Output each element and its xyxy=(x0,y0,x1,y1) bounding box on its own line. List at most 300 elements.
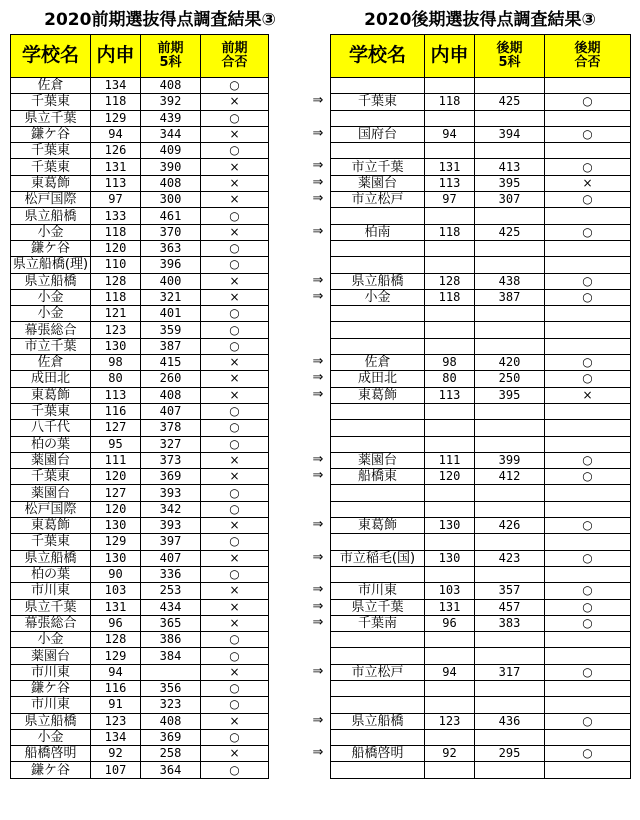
school-cell: 幕張総合 xyxy=(11,615,91,631)
naishin-cell xyxy=(425,143,475,159)
school-cell: 県立船橋 xyxy=(11,550,91,566)
score-cell: 369 xyxy=(141,469,201,485)
arrow-icon: ⇒ xyxy=(312,615,324,630)
header-result-line2: 合否 xyxy=(574,55,601,70)
naishin-cell: 127 xyxy=(91,420,141,436)
school-cell: 市立稲毛(国) xyxy=(331,550,425,566)
result-cell: × xyxy=(201,713,269,729)
school-cell: 佐倉 xyxy=(11,78,91,94)
score-cell: 364 xyxy=(141,762,201,778)
table-row xyxy=(11,485,269,501)
school-cell xyxy=(331,632,425,648)
score-cell: 307 xyxy=(475,192,545,208)
result-cell: ○ xyxy=(545,452,631,468)
header-school: 学校名 xyxy=(331,35,425,78)
table-row xyxy=(11,403,269,419)
table-row xyxy=(331,192,631,208)
school-cell: 鎌ケ谷 xyxy=(11,240,91,256)
table-row xyxy=(11,599,269,615)
score-cell: 392 xyxy=(141,94,201,110)
naishin-cell: 128 xyxy=(91,632,141,648)
naishin-cell: 120 xyxy=(91,501,141,517)
arrow-icon: ⇒ xyxy=(312,452,324,467)
header-result xyxy=(545,35,631,78)
table-row xyxy=(11,371,269,387)
score-cell: 436 xyxy=(475,713,545,729)
naishin-cell xyxy=(425,697,475,713)
naishin-cell: 126 xyxy=(91,143,141,159)
naishin-cell xyxy=(425,322,475,338)
table-row xyxy=(11,534,269,550)
late-selection-table xyxy=(330,34,631,779)
table-row xyxy=(331,355,631,371)
score-cell: 397 xyxy=(141,534,201,550)
school-cell: 柏の葉 xyxy=(11,436,91,452)
naishin-cell: 128 xyxy=(425,273,475,289)
school-cell: 県立船橋 xyxy=(331,713,425,729)
school-cell: 国府台 xyxy=(331,126,425,142)
result-cell: ○ xyxy=(201,240,269,256)
result-cell xyxy=(545,257,631,273)
result-cell: × xyxy=(201,289,269,305)
score-cell xyxy=(475,436,545,452)
naishin-cell: 113 xyxy=(425,387,475,403)
header-row xyxy=(11,35,269,78)
school-cell: 千葉東 xyxy=(331,94,425,110)
school-cell: 市川東 xyxy=(11,697,91,713)
result-cell: ○ xyxy=(201,632,269,648)
score-cell: 387 xyxy=(141,338,201,354)
table-row xyxy=(11,240,269,256)
table-row xyxy=(331,224,631,240)
score-cell: 394 xyxy=(475,126,545,142)
naishin-cell: 121 xyxy=(91,306,141,322)
result-cell: ○ xyxy=(545,289,631,305)
table-row xyxy=(11,322,269,338)
table-row xyxy=(11,566,269,582)
arrow-icon: ⇒ xyxy=(312,599,324,614)
arrow-icon: ⇒ xyxy=(312,745,324,760)
result-cell: ○ xyxy=(545,355,631,371)
score-cell: 386 xyxy=(141,632,201,648)
score-cell: 409 xyxy=(141,143,201,159)
table-row xyxy=(11,257,269,273)
score-cell: 250 xyxy=(475,371,545,387)
result-cell: ○ xyxy=(201,110,269,126)
naishin-cell xyxy=(425,338,475,354)
table-row xyxy=(331,78,631,94)
score-cell xyxy=(475,143,545,159)
arrow-icon: ⇒ xyxy=(312,664,324,679)
table-row xyxy=(331,452,631,468)
school-cell: 小金 xyxy=(11,306,91,322)
naishin-cell: 96 xyxy=(91,615,141,631)
table-row xyxy=(331,387,631,403)
arrow-icon: ⇒ xyxy=(312,273,324,288)
score-cell xyxy=(475,78,545,94)
naishin-cell: 91 xyxy=(91,697,141,713)
table-row xyxy=(331,762,631,778)
score-cell: 408 xyxy=(141,78,201,94)
naishin-cell: 94 xyxy=(91,126,141,142)
naishin-cell: 129 xyxy=(91,648,141,664)
naishin-cell: 111 xyxy=(425,452,475,468)
score-cell: 407 xyxy=(141,550,201,566)
table-row xyxy=(11,550,269,566)
score-cell xyxy=(475,257,545,273)
score-cell: 390 xyxy=(141,159,201,175)
naishin-cell: 127 xyxy=(91,485,141,501)
score-cell: 295 xyxy=(475,746,545,762)
header-result xyxy=(201,35,269,78)
naishin-cell: 94 xyxy=(425,664,475,680)
header-result-line2: 合否 xyxy=(221,55,248,70)
school-cell xyxy=(331,306,425,322)
score-cell: 407 xyxy=(141,403,201,419)
result-cell xyxy=(545,501,631,517)
table-row xyxy=(11,126,269,142)
naishin-cell: 116 xyxy=(91,403,141,419)
table-row xyxy=(331,175,631,191)
result-cell: × xyxy=(545,387,631,403)
score-cell: 408 xyxy=(141,175,201,191)
naishin-cell: 113 xyxy=(91,175,141,191)
naishin-cell: 110 xyxy=(91,257,141,273)
result-cell: ○ xyxy=(201,306,269,322)
table-row xyxy=(331,729,631,745)
naishin-cell: 130 xyxy=(91,518,141,534)
naishin-cell: 130 xyxy=(91,550,141,566)
arrow-icon: ⇒ xyxy=(312,175,324,190)
school-cell xyxy=(331,501,425,517)
result-cell xyxy=(545,566,631,582)
result-cell: × xyxy=(201,273,269,289)
table-row xyxy=(331,110,631,126)
naishin-cell: 130 xyxy=(91,338,141,354)
school-cell: 市立千葉 xyxy=(11,338,91,354)
result-cell: ○ xyxy=(545,713,631,729)
school-cell xyxy=(331,566,425,582)
school-cell: 県立船橋 xyxy=(11,273,91,289)
naishin-cell: 94 xyxy=(91,664,141,680)
result-cell: ○ xyxy=(201,78,269,94)
table-row xyxy=(331,664,631,680)
score-cell: 383 xyxy=(475,615,545,631)
school-cell: 薬園台 xyxy=(331,452,425,468)
arrow-icon: ⇒ xyxy=(312,713,324,728)
school-cell: 市立松戸 xyxy=(331,664,425,680)
table-row xyxy=(331,566,631,582)
school-cell: 幕張総合 xyxy=(11,322,91,338)
table-row xyxy=(11,615,269,631)
naishin-cell xyxy=(425,680,475,696)
score-cell: 457 xyxy=(475,599,545,615)
result-cell xyxy=(545,436,631,452)
school-cell: 鎌ケ谷 xyxy=(11,126,91,142)
header-school: 学校名 xyxy=(11,35,91,78)
score-cell: 400 xyxy=(141,273,201,289)
table-row xyxy=(331,713,631,729)
table-row xyxy=(331,501,631,517)
result-cell: ○ xyxy=(201,257,269,273)
school-cell: 鎌ケ谷 xyxy=(11,762,91,778)
naishin-cell: 129 xyxy=(91,110,141,126)
header-score xyxy=(141,35,201,78)
school-cell: 県立千葉 xyxy=(11,110,91,126)
table-row xyxy=(11,713,269,729)
naishin-cell: 118 xyxy=(91,289,141,305)
table-row xyxy=(331,436,631,452)
score-cell xyxy=(475,729,545,745)
arrow-icon: ⇒ xyxy=(312,93,324,108)
naishin-cell: 95 xyxy=(91,436,141,452)
table-row xyxy=(331,680,631,696)
score-cell: 425 xyxy=(475,94,545,110)
table-row xyxy=(331,322,631,338)
table-row xyxy=(11,159,269,175)
result-cell: × xyxy=(201,469,269,485)
school-cell: 鎌ケ谷 xyxy=(11,680,91,696)
naishin-cell xyxy=(425,306,475,322)
score-cell: 336 xyxy=(141,566,201,582)
arrow-icon: ⇒ xyxy=(312,370,324,385)
score-cell: 344 xyxy=(141,126,201,142)
naishin-cell: 123 xyxy=(425,713,475,729)
result-cell: ○ xyxy=(201,566,269,582)
school-cell: 県立千葉 xyxy=(331,599,425,615)
school-cell xyxy=(331,436,425,452)
naishin-cell: 130 xyxy=(425,518,475,534)
table-row xyxy=(11,729,269,745)
naishin-cell: 131 xyxy=(91,599,141,615)
school-cell xyxy=(331,240,425,256)
naishin-cell: 103 xyxy=(425,583,475,599)
result-cell xyxy=(545,729,631,745)
result-cell: ○ xyxy=(201,762,269,778)
school-cell: 千葉東 xyxy=(11,159,91,175)
school-cell: 県立船橋(理) xyxy=(11,257,91,273)
table-row xyxy=(11,518,269,534)
naishin-cell xyxy=(425,566,475,582)
score-cell: 438 xyxy=(475,273,545,289)
school-cell: 千葉東 xyxy=(11,534,91,550)
result-cell: ○ xyxy=(545,664,631,680)
school-cell xyxy=(331,403,425,419)
result-cell: ○ xyxy=(201,501,269,517)
score-cell xyxy=(475,697,545,713)
naishin-cell: 107 xyxy=(91,762,141,778)
table-row xyxy=(331,518,631,534)
score-cell: 412 xyxy=(475,469,545,485)
header-score-line2: 5科 xyxy=(159,55,182,70)
school-cell xyxy=(331,697,425,713)
result-cell xyxy=(545,322,631,338)
header-result-line1: 前期 xyxy=(221,41,248,57)
table-row xyxy=(11,697,269,713)
score-cell xyxy=(475,110,545,126)
naishin-cell: 92 xyxy=(425,746,475,762)
school-cell: 船橋啓明 xyxy=(11,746,91,762)
right-table-title: 2020後期選抜得点調査結果③ xyxy=(364,10,596,30)
early-selection-table xyxy=(10,34,269,779)
school-cell: 柏南 xyxy=(331,224,425,240)
table-row xyxy=(331,485,631,501)
naishin-cell: 120 xyxy=(425,469,475,485)
header-score-line2: 5科 xyxy=(498,55,521,70)
result-cell: × xyxy=(201,518,269,534)
school-cell: 千葉東 xyxy=(11,403,91,419)
result-cell xyxy=(545,403,631,419)
table-row xyxy=(331,632,631,648)
table-row xyxy=(11,94,269,110)
table-row xyxy=(331,257,631,273)
result-cell: × xyxy=(201,355,269,371)
naishin-cell: 118 xyxy=(425,94,475,110)
table-row xyxy=(11,208,269,224)
result-cell: × xyxy=(201,615,269,631)
school-cell: 市川東 xyxy=(11,664,91,680)
school-cell xyxy=(331,322,425,338)
table-row xyxy=(331,697,631,713)
table-row xyxy=(331,469,631,485)
arrow-icon: ⇒ xyxy=(312,582,324,597)
result-cell: ○ xyxy=(201,143,269,159)
result-cell: × xyxy=(201,126,269,142)
result-cell xyxy=(545,306,631,322)
school-cell xyxy=(331,648,425,664)
naishin-cell xyxy=(425,762,475,778)
table-row xyxy=(11,664,269,680)
school-cell: 東葛飾 xyxy=(11,175,91,191)
school-cell: 県立船橋 xyxy=(11,713,91,729)
school-cell: 小金 xyxy=(11,632,91,648)
score-cell: 461 xyxy=(141,208,201,224)
score-cell: 408 xyxy=(141,713,201,729)
result-cell: ○ xyxy=(201,208,269,224)
table-row xyxy=(11,175,269,191)
result-cell: × xyxy=(201,599,269,615)
school-cell: 小金 xyxy=(11,729,91,745)
result-cell: ○ xyxy=(201,729,269,745)
table-row xyxy=(331,420,631,436)
naishin-cell: 120 xyxy=(91,469,141,485)
score-cell: 323 xyxy=(141,697,201,713)
naishin-cell: 131 xyxy=(425,159,475,175)
result-cell: ○ xyxy=(545,518,631,534)
table-row xyxy=(331,403,631,419)
table-row xyxy=(11,436,269,452)
table-row xyxy=(11,583,269,599)
school-cell: 薬園台 xyxy=(11,452,91,468)
naishin-cell xyxy=(425,403,475,419)
naishin-cell: 128 xyxy=(91,273,141,289)
score-cell xyxy=(475,680,545,696)
table-row xyxy=(11,110,269,126)
table-row xyxy=(11,289,269,305)
table-row xyxy=(11,469,269,485)
result-cell: ○ xyxy=(545,126,631,142)
result-cell: × xyxy=(201,583,269,599)
score-cell xyxy=(475,420,545,436)
table-row xyxy=(331,648,631,664)
result-cell xyxy=(545,240,631,256)
result-cell: × xyxy=(201,192,269,208)
header-row xyxy=(331,35,631,78)
naishin-cell xyxy=(425,632,475,648)
school-cell: 市立松戸 xyxy=(331,192,425,208)
score-cell xyxy=(475,501,545,517)
result-cell: ○ xyxy=(545,615,631,631)
score-cell xyxy=(475,403,545,419)
score-cell xyxy=(475,566,545,582)
naishin-cell: 130 xyxy=(425,550,475,566)
result-cell: ○ xyxy=(545,746,631,762)
table-row xyxy=(11,387,269,403)
table-row xyxy=(11,355,269,371)
school-cell: 小金 xyxy=(11,289,91,305)
result-cell: × xyxy=(201,387,269,403)
score-cell: 396 xyxy=(141,257,201,273)
table-row xyxy=(11,78,269,94)
result-cell: × xyxy=(201,664,269,680)
result-cell: ○ xyxy=(201,534,269,550)
naishin-cell xyxy=(425,501,475,517)
score-cell xyxy=(475,648,545,664)
score-cell: 393 xyxy=(141,518,201,534)
score-cell: 327 xyxy=(141,436,201,452)
table-row xyxy=(331,746,631,762)
school-cell xyxy=(331,420,425,436)
result-cell: ○ xyxy=(545,94,631,110)
score-cell: 408 xyxy=(141,387,201,403)
arrow-icon: ⇒ xyxy=(312,158,324,173)
table-row xyxy=(11,224,269,240)
score-cell: 415 xyxy=(141,355,201,371)
naishin-cell: 134 xyxy=(91,78,141,94)
naishin-cell: 103 xyxy=(91,583,141,599)
result-cell xyxy=(545,420,631,436)
result-cell xyxy=(545,762,631,778)
result-cell xyxy=(545,648,631,664)
naishin-cell xyxy=(425,648,475,664)
score-cell: 260 xyxy=(141,371,201,387)
naishin-cell: 118 xyxy=(91,94,141,110)
score-cell xyxy=(475,632,545,648)
naishin-cell: 133 xyxy=(91,208,141,224)
naishin-cell: 98 xyxy=(425,355,475,371)
table-row xyxy=(331,306,631,322)
result-cell: × xyxy=(201,452,269,468)
table-row xyxy=(331,599,631,615)
result-cell: ○ xyxy=(545,583,631,599)
school-cell: 薬園台 xyxy=(331,175,425,191)
naishin-cell xyxy=(425,110,475,126)
table-row xyxy=(11,501,269,517)
score-cell: 357 xyxy=(475,583,545,599)
result-cell: ○ xyxy=(201,436,269,452)
score-cell xyxy=(475,240,545,256)
result-cell xyxy=(545,143,631,159)
school-cell: 佐倉 xyxy=(331,355,425,371)
naishin-cell xyxy=(425,729,475,745)
naishin-cell: 96 xyxy=(425,615,475,631)
school-cell: 県立千葉 xyxy=(11,599,91,615)
arrow-icon: ⇒ xyxy=(312,387,324,402)
naishin-cell: 113 xyxy=(425,175,475,191)
result-cell: ○ xyxy=(201,403,269,419)
result-cell: × xyxy=(201,175,269,191)
table-row xyxy=(331,273,631,289)
